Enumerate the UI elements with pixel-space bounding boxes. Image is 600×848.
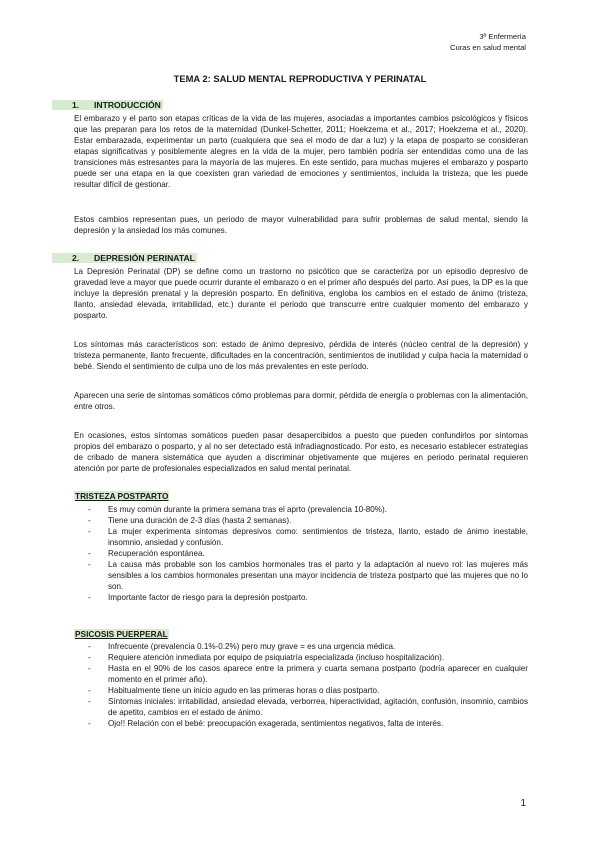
psicosis-list [74,641,528,729]
list-item: - Requiere atención inmediata por equipo de psiquiatría especializada (incluso hospitalización). [74,652,528,663]
header-subject: Curas en salud mental [450,43,526,52]
list-item: - La mujer experimenta síntomas depresivos como: sentimientos de tristeza, llanto, estado de ánimo inestable, insomnio, ansiedad y confusión. [74,526,528,548]
depresion-paragraph-3: Aparecen una serie de síntomas somáticos cómo problemas para dormir, pérdida de energía o problemas con la alimentación, entre otros. [74,391,528,411]
depresion-paragraph-4: En ocasiones, estos síntomas somáticos pueden pasar desapercibidos a puesto que pueden confundirlos por síntomas propios del embarazo o posparto, y al no ser detectado está infradiagnosticado. Por esto, es necesario establecer estrategias de cribado de manera sistemática que ayuden a discriminar objetivamente que mujeres en periodo perinatal requieren atención por parte de profesionales especializados en salud mental perinatal. [74,431,528,473]
intro-paragraph-2: Estos cambios representan pues, un periodo de mayor vulnerabilidad para sufrir problemas de salud mental, siendo la depresión y la ansiedad los más comunes. [74,215,528,235]
list-item: - La causa más probable son los cambios hormonales tras el parto y la adaptación al nuevo rol: las mujeres más sensibles a los cambios hormonales presentan una mayor incidencia de tristeza postparto que las mujeres que no lo son. [74,559,528,592]
list-item: - Infrecuente (prevalencia 0.1%-0.2%) pero muy grave = es una urgencia médica. [74,641,528,652]
tristeza-list [74,504,528,603]
list-item: - Recuperación espontánea. [74,548,528,559]
section-heading-introduccion [74,100,163,110]
list-item: - Hasta en el 90% de los casos aparece entre la primera y cuarta semana postparto (podría aparecer en cualquier momento en el primer año). [74,663,528,685]
page-number: 1 [520,798,526,809]
list-item: - Importante factor de riesgo para la depresión postparto. [74,592,528,603]
depresion-paragraph-2: Los síntomas más característicos son: estado de ánimo depresivo, pérdida de interés (núcleo central de la depresión) y tristeza permanente, llanto frecuente, dificultades en la concentración, sentimientos de inutilidad y culpa hacia la maternidad o bebé. Siendo el sentimiento de culpa uno de los más prevalentes en este período. [74,340,528,371]
section-number: 1. [72,100,80,110]
subheading-psicosis-puerperal: PSICOSIS PUERPERAL [75,629,168,639]
section-title: DEPRESIÓN PERINATAL [94,253,195,263]
list-item: - Es muy común durante la primera semana tras el aprto (prevalencia 10-80%). [74,504,528,515]
list-item: - Habitualmente tiene un inicio agudo en las primeras horas o días postparto. [74,685,528,696]
section-title: INTRODUCCIÓN [94,100,161,110]
depresion-paragraph-1: La Depresión Perinatal (DP) se define como un trastorno no psicótico que se caracteriza por un episodio depresivo de gravedad leve a mayor que puede ocurrir durante el embarazo o en el primer año después del parto. Así pues, la DP es la que incluye la depresión prenatal y la depresión posparto. En definitiva, engloba los cambios en el estado de ánimo (tristeza, llanto, ansiedad elevada, irritabilidad, etc.) durante el periodo que transcurre entre cualquier momento del embarazo y posparto. [74,267,528,320]
document-title: TEMA 2: SALUD MENTAL REPRODUCTIVA Y PERINATAL [173,73,427,84]
section-heading-depresion [74,253,197,263]
intro-paragraph-1: El embarazo y el parto son etapas críticas de la vida de las mujeres, asociadas a importantes cambios psicológicos y físicos que las preparan para los retos de la maternidad (Dunkel-Schetter, 2011; Hoekzema et al., 2017; Hoekzema et al., 2020). Estar embarazada, experimentar un parto (cualquiera que sea el modo de dar a luz) y la etapa de posparto se consideran etapas significativas y posiblemente alegres en la vida de la mujer, pero también podría ser entendidas como una de las transiciones más estresantes para la mayoría de las mujeres. En este sentido, para muchas mujeres el embarazo y posparto puede ser una etapa en la que coexisten gran variedad de emociones y sentimientos, incluida la tristeza, que les puede resultar difícil de gestionar. [74,114,528,189]
section-number: 2. [72,253,80,263]
page-header [450,31,526,53]
list-item: - Tiene una duración de 2-3 días (hasta 2 semanas). [74,515,528,526]
list-item: - Síntomas iniciales: irritabilidad, ansiedad elevada, verborrea, hiperactividad, agitación, confusión, insomnio, cambios de apetito, cambios en el estado de ánimo. [74,696,528,718]
header-course: 3º Enfermería [479,32,526,41]
list-item: - Ojo!! Relación con el bebé: preocupación exagerada, sentimientos negativos, falta de interés. [74,718,528,729]
subheading-tristeza-postparto: TRISTEZA POSTPARTO [75,491,169,501]
